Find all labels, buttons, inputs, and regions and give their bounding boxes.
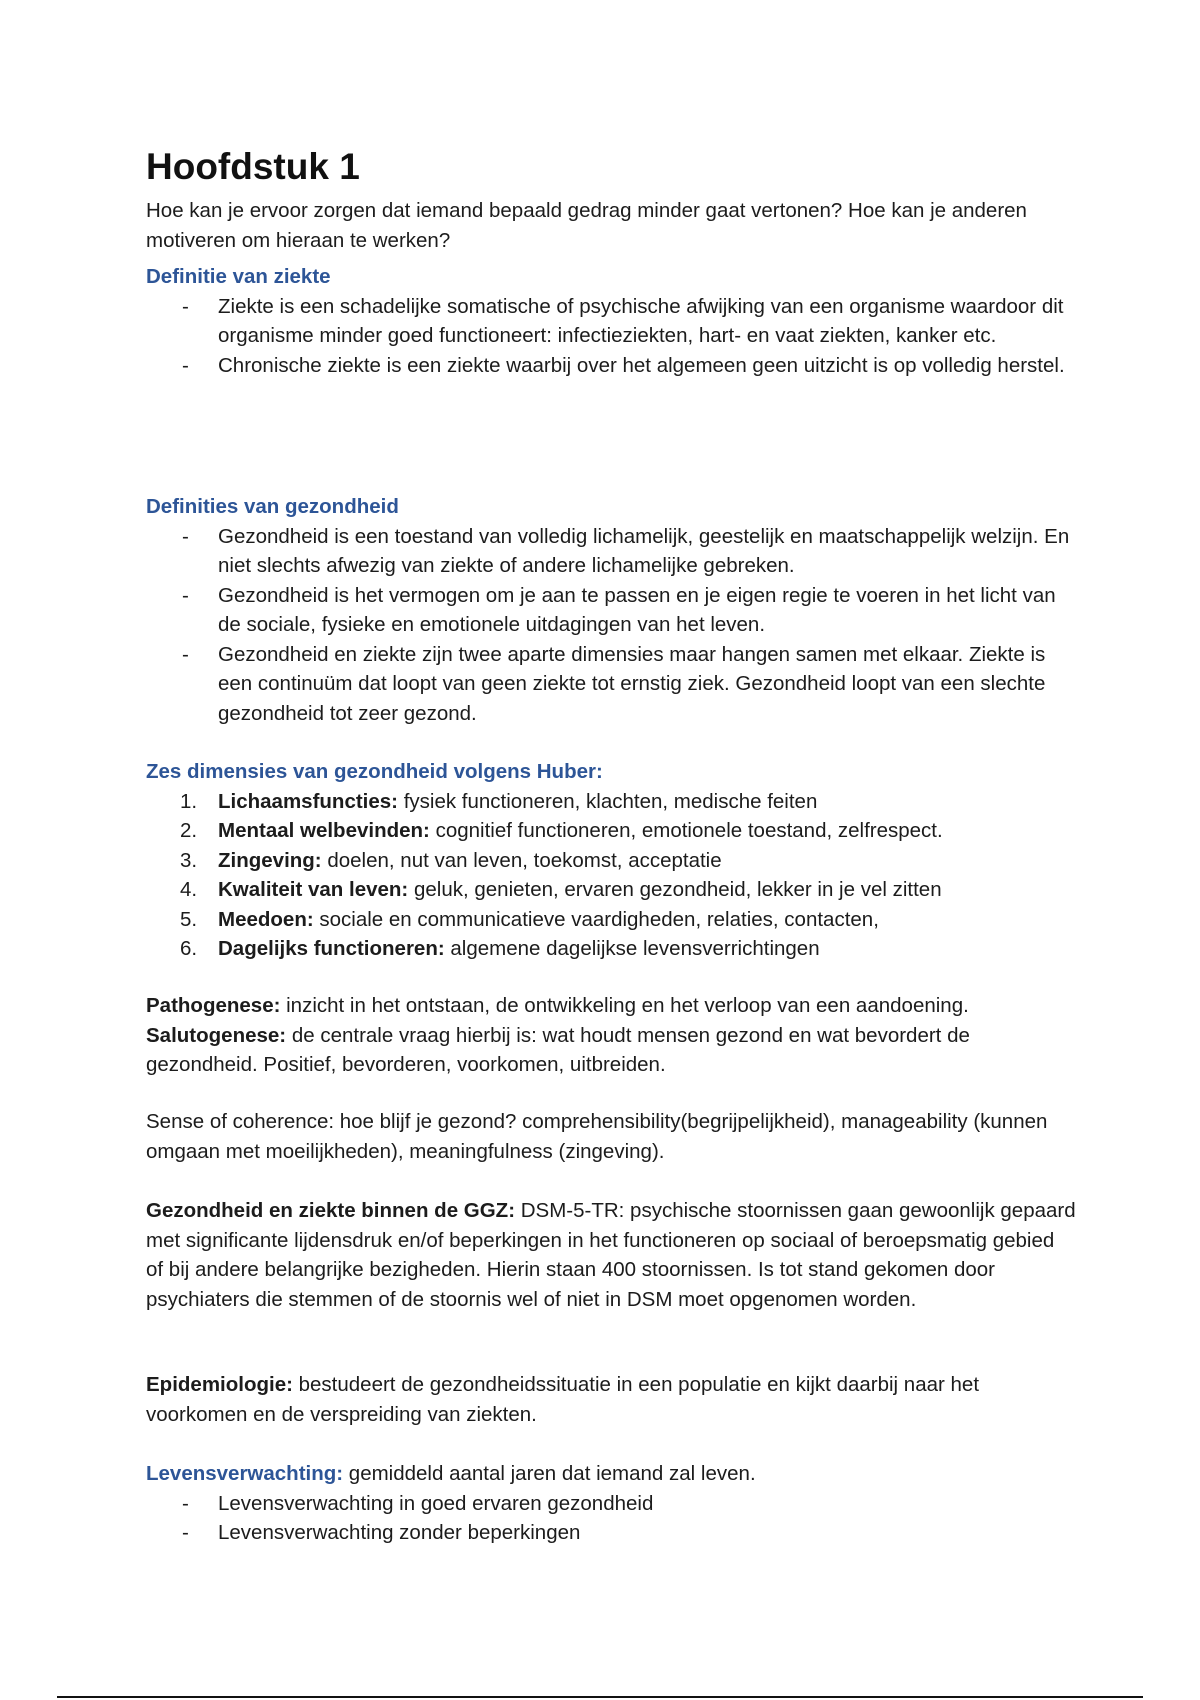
- section-heading: Definities van gezondheid: [146, 495, 399, 518]
- bullet-list: [146, 522, 1076, 729]
- numbered-list: [146, 787, 1076, 964]
- list-item: - Levensverwachting in goed ervaren gezondheid: [146, 1489, 1076, 1519]
- bullet-marker: -: [182, 1491, 189, 1515]
- salutogenese-paragraph: Salutogenese: de centrale vraag hierbij is: wat houdt mensen gezond en wat bevordert de gezondheid. Positief, bevorderen, voorkomen, uitbreiden.: [146, 1023, 970, 1076]
- section-definitie-ziekte: [146, 262, 1076, 380]
- bullet-marker: -: [182, 1521, 189, 1544]
- page-bottom-rule: [57, 1696, 1143, 1698]
- list-item: - Gezondheid is het vermogen om je aan te passen en je eigen regie te voeren in het licht van de sociale, fysieke en emotionele uitdagingen van het leven.: [146, 581, 1076, 640]
- list-item: 2. Mentaal welbevinden: cognitief functioneren, emotionele toestand, zelfrespect.: [180, 819, 943, 842]
- bullet-marker: -: [182, 642, 189, 666]
- section-levensverwachting: [146, 1459, 1076, 1548]
- list-item: 5. Meedoen: sociale en communicatieve vaardigheden, relaties, contacten,: [180, 907, 879, 931]
- section-pathogenese-salutogenese: [146, 991, 1076, 1080]
- section-heading: Zes dimensies van gezondheid volgens Huber:: [146, 760, 603, 783]
- list-item: - Gezondheid is een toestand van volledig lichamelijk, geestelijk en maatschappelijk welzijn. En niet slechts afwezig van ziekte of andere lichamelijke gebreken.: [146, 522, 1076, 581]
- ggz-paragraph: Gezondheid en ziekte binnen de GGZ: DSM-5-TR: psychische stoornissen gaan gewoonlijk gepaard met significante lijdensdruk en/of beperkingen in het functioneren op sociaal of beroepsmatig gebied of bij andere belangrijke bezigheden. Hierin staan 400 stoornissen. Is tot stand gekomen door psychiaters die stemmen of de stoornis wel of niet in DSM moet opgenomen worden.: [146, 1199, 1076, 1311]
- list-item: 1. Lichaamsfuncties: fysiek functioneren, klachten, medische feiten: [180, 789, 818, 813]
- bullet-marker: -: [182, 294, 189, 318]
- list-item: 3. Zingeving: doelen, nut van leven, toekomst, acceptatie: [180, 848, 722, 872]
- coherence-paragraph: Sense of coherence: hoe blijf je gezond? comprehensibility(begrijpelijkheid), manageability (kunnen omgaan met moeilijkheden), meaningfulness (zingeving).: [146, 1110, 1048, 1163]
- list-item: - Levensverwachting zonder beperkingen: [146, 1518, 1076, 1548]
- pathogenese-paragraph: Pathogenese: inzicht in het ontstaan, de ontwikkeling en het verloop van een aandoening.: [146, 994, 969, 1017]
- list-item: 6. Dagelijks functioneren: algemene dagelijkse levensverrichtingen: [180, 937, 820, 960]
- bullet-marker: -: [182, 353, 189, 377]
- bullet-list: [146, 292, 1076, 381]
- list-item: 4. Kwaliteit van leven: geluk, genieten, ervaren gezondheid, lekker in je vel zitten: [180, 878, 942, 901]
- list-item: - Ziekte is een schadelijke somatische of psychische afwijking van een organisme waardoor dit organisme minder goed functioneert: infectieziekten, hart- en vaat ziekten, kanker etc.: [146, 292, 1076, 351]
- bullet-list: [146, 1489, 1076, 1548]
- epidemiologie-paragraph: Epidemiologie: bestudeert de gezondheidssituatie in een populatie en kijkt daarbij naar het voorkomen en de verspreiding van ziekten.: [146, 1373, 980, 1426]
- list-item: - Gezondheid en ziekte zijn twee aparte dimensies maar hangen samen met elkaar. Ziekte is een continuüm dat loopt van geen ziekte tot ernstig ziek. Gezondheid loopt van een slechte gezondheid tot zeer gezond.: [146, 640, 1076, 729]
- section-heading: Definitie van ziekte: [146, 265, 331, 288]
- list-item: - Chronische ziekte is een ziekte waarbij over het algemeen geen uitzicht is op volledig herstel.: [146, 351, 1076, 381]
- bullet-marker: -: [182, 524, 189, 548]
- section-definities-gezondheid: [146, 492, 1076, 728]
- bullet-marker: -: [182, 583, 189, 607]
- page-title: Hoofdstuk 1: [146, 146, 360, 187]
- intro-paragraph: Hoe kan je ervoor zorgen dat iemand bepaald gedrag minder gaat vertonen? Hoe kan je anderen motiveren om hieraan te werken?: [146, 199, 1027, 252]
- section-huber: [146, 757, 1076, 964]
- levensverwachting-paragraph: Levensverwachting: gemiddeld aantal jaren dat iemand zal leven.: [146, 1462, 756, 1485]
